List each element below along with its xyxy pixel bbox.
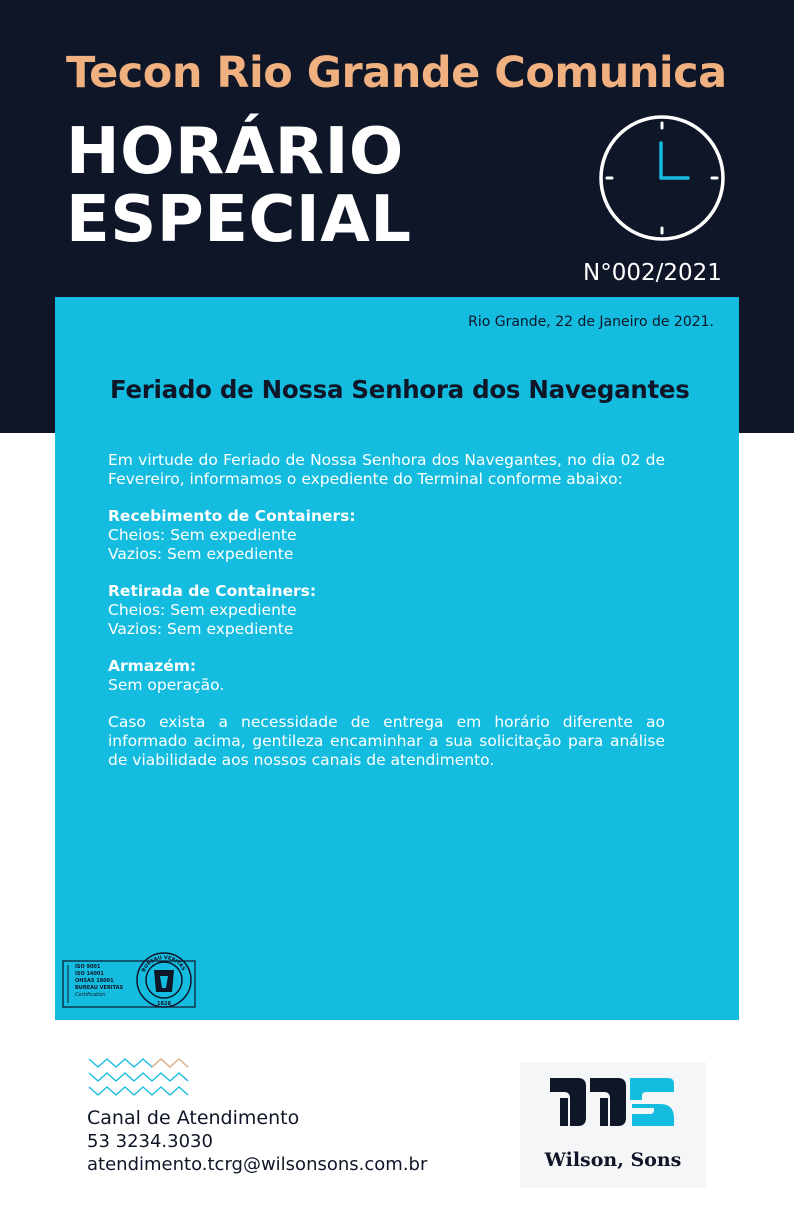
notice-card (55, 297, 739, 1020)
closing-paragraph: Caso exista a necessidade de entrega em horário diferente ao informado acima, gentileza encaminhar a sua solicitação para análise de viabilidade aos nossos canais de atendimento. (108, 713, 665, 769)
notice-number: N°002/2021 (583, 260, 722, 286)
brand-name: Wilson, Sons (544, 1149, 682, 1171)
section-heading-pickup: Retirada de Containers: (108, 582, 317, 600)
section-line: Sem operação. (108, 676, 225, 694)
notice-body (108, 451, 665, 770)
bureau-veritas-seal-icon (134, 950, 194, 1010)
contact-title: Canal de Atendimento (87, 1107, 300, 1129)
intro-paragraph: Em virtude do Feriado de Nossa Senhora dos Navegantes, no dia 02 de Fevereiro, informamos o expediente do Terminal conforme abaixo: (108, 451, 665, 488)
cert-line: ISO 14001 (75, 971, 104, 977)
cert-line: Certification (75, 992, 106, 998)
cert-line: BUREAU VERITAS (75, 985, 124, 991)
section-heading-receiving: Recebimento de Containers: (108, 507, 356, 525)
cert-line: ISO 9001 (75, 964, 101, 970)
title-line-1: HORÁRIO (66, 115, 404, 189)
certification-badge (62, 954, 196, 1008)
contact-phone[interactable]: 53 3234.3030 (87, 1131, 213, 1152)
wilson-sons-logo (520, 1062, 706, 1188)
seal-year: 1828 (157, 1001, 171, 1007)
wilson-sons-mark-icon (550, 1078, 676, 1134)
clock-icon (597, 113, 727, 243)
section-line: Vazios: Sem expediente (108, 620, 294, 638)
cert-line: OHSAS 18001 (75, 978, 114, 984)
section-heading-warehouse: Armazém: (108, 657, 197, 675)
notice-date: Rio Grande, 22 de Janeiro de 2021. (468, 314, 714, 330)
section-line: Cheios: Sem expediente (108, 601, 297, 619)
title-line-2: ESPECIAL (66, 183, 412, 257)
contact-email[interactable]: atendimento.tcrg@wilsonsons.com.br (87, 1154, 428, 1175)
company-name: Tecon Rio Grande Comunica (66, 48, 727, 98)
waves-logo-icon (87, 1055, 191, 1101)
page-title (66, 115, 412, 257)
notice-subject: Feriado de Nossa Senhora dos Navegantes (110, 375, 690, 404)
section-line: Vazios: Sem expediente (108, 545, 294, 563)
seal-text: BUREAU VERITAS (140, 954, 187, 974)
section-line: Cheios: Sem expediente (108, 526, 297, 544)
